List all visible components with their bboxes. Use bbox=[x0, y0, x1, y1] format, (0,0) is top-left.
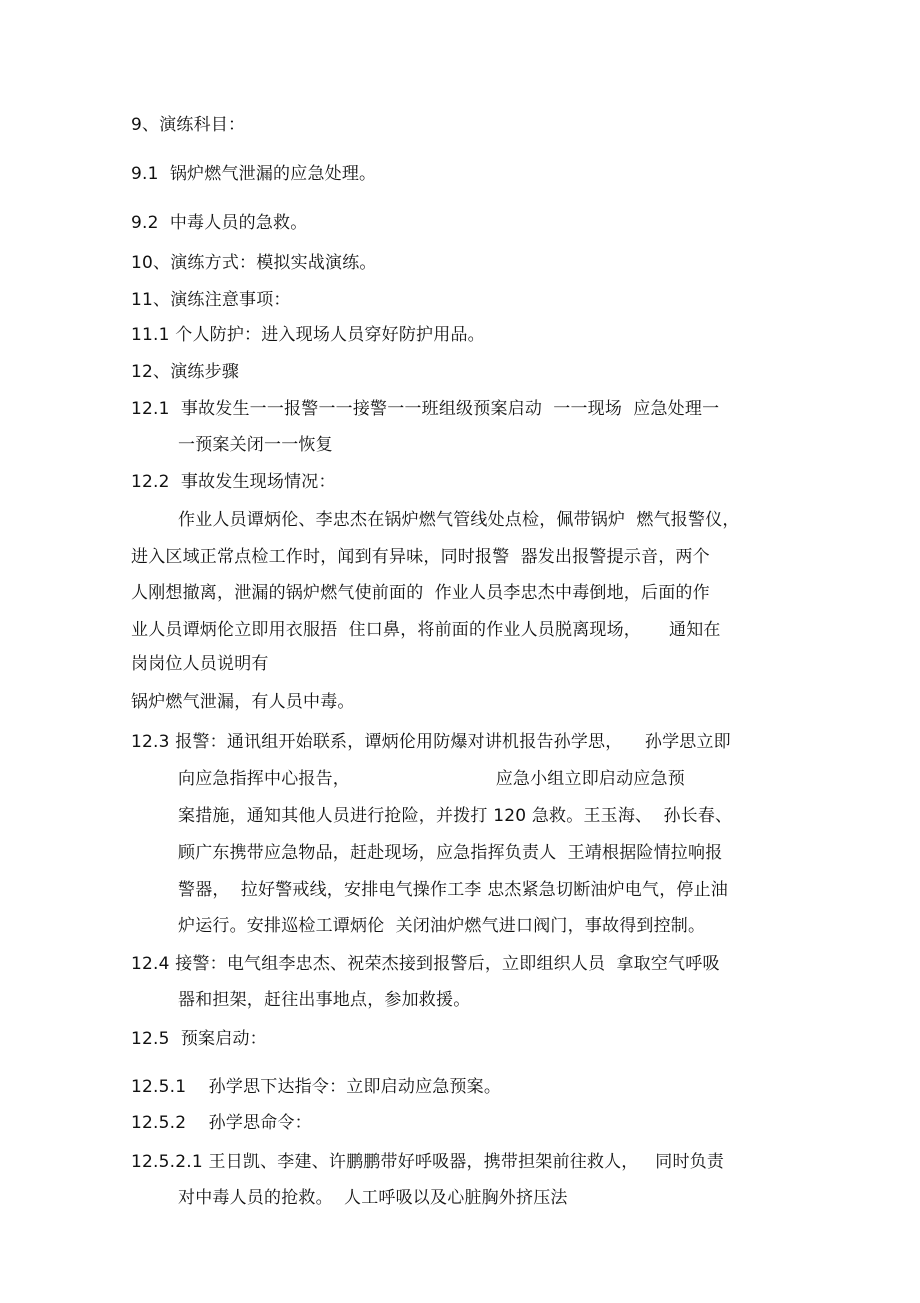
paragraph-line: 一预案关闭一一恢复 bbox=[178, 435, 333, 455]
paragraph-line: 岗岗位人员说明有 bbox=[131, 654, 269, 674]
section-heading: 10、演练方式：模拟实战演练。 bbox=[131, 253, 377, 273]
section-heading: 11、演练注意事项： bbox=[131, 290, 291, 310]
paragraph-line: 警器， 拉好警戒线，安排电气操作工李 忠杰紧急切断油炉电气，停止油 bbox=[178, 880, 729, 900]
section-heading: 12、演练步骤 bbox=[131, 362, 240, 382]
paragraph-line: 案措施，通知其他人员进行抢险，并拨打 120 急救。王玉海、 孙长春、 bbox=[178, 806, 733, 826]
subsection-line: 9.2 中毒人员的急救。 bbox=[131, 213, 308, 233]
paragraph-line: 对中毒人员的抢救。 人工呼吸以及心脏胸外挤压法 bbox=[178, 1188, 568, 1208]
subsection-line: 12.5.1 孙学思下达指令：立即启动应急预案。 bbox=[131, 1077, 502, 1097]
paragraph-line: 12.3 报警：通讯组开始联系，谭炳伦用防爆对讲机报告孙学思， 孙学思立即 bbox=[131, 732, 731, 752]
paragraph-line: 向应急指挥中心报告， 应急小组立即启动应急预 bbox=[178, 769, 685, 789]
subsection-line: 11.1 个人防护：进入现场人员穿好防护用品。 bbox=[131, 325, 485, 345]
subsection-line: 12.5 预案启动： bbox=[131, 1029, 267, 1049]
subsection-line: 12.2 事故发生现场情况： bbox=[131, 472, 336, 492]
paragraph-line: 顾广东携带应急物品，赶赴现场，应急指挥负责人 王靖根据险情拉响报 bbox=[178, 843, 723, 863]
paragraph-line: 业人员谭炳伦立即用衣服捂 住口鼻，将前面的作业人员脱离现场， 通知在 bbox=[131, 620, 721, 640]
paragraph-line: 作业人员谭炳伦、李忠杰在锅炉燃气管线处点检，佩带锅炉 燃气报警仪， bbox=[178, 510, 740, 530]
paragraph-line: 12.4 接警：电气组李忠杰、祝荣杰接到报警后，立即组织人员 拿取空气呼吸 bbox=[131, 954, 720, 974]
paragraph-line: 进入区域正常点检工作时，闻到有异味，同时报警 器发出报警提示音，两个 bbox=[131, 547, 710, 567]
paragraph-line: 锅炉燃气泄漏，有人员中毒。 bbox=[131, 692, 355, 712]
paragraph-line: 人刚想撤离，泄漏的锅炉燃气使前面的 作业人员李忠杰中毒倒地，后面的作 bbox=[131, 583, 710, 603]
subsection-line: 9.1 锅炉燃气泄漏的应急处理。 bbox=[131, 164, 377, 184]
section-heading: 9、演练科目： bbox=[131, 115, 246, 135]
paragraph-line: 12.5.2.1 王日凯、李建、许鹏鹏带好呼吸器，携带担架前往救人， 同时负责 bbox=[131, 1152, 725, 1172]
subsection-line: 12.5.2 孙学思命令： bbox=[131, 1113, 312, 1133]
paragraph-line: 器和担架，赶往出事地点，参加救援。 bbox=[178, 990, 471, 1010]
paragraph-line: 炉运行。安排巡检工谭炳伦 关闭油炉燃气进口阀门，事故得到控制。 bbox=[178, 916, 706, 936]
paragraph-line: 12.1 事故发生一一报警一一接警一一班组级预案启动 一一现场 应急处理一 bbox=[131, 399, 720, 419]
